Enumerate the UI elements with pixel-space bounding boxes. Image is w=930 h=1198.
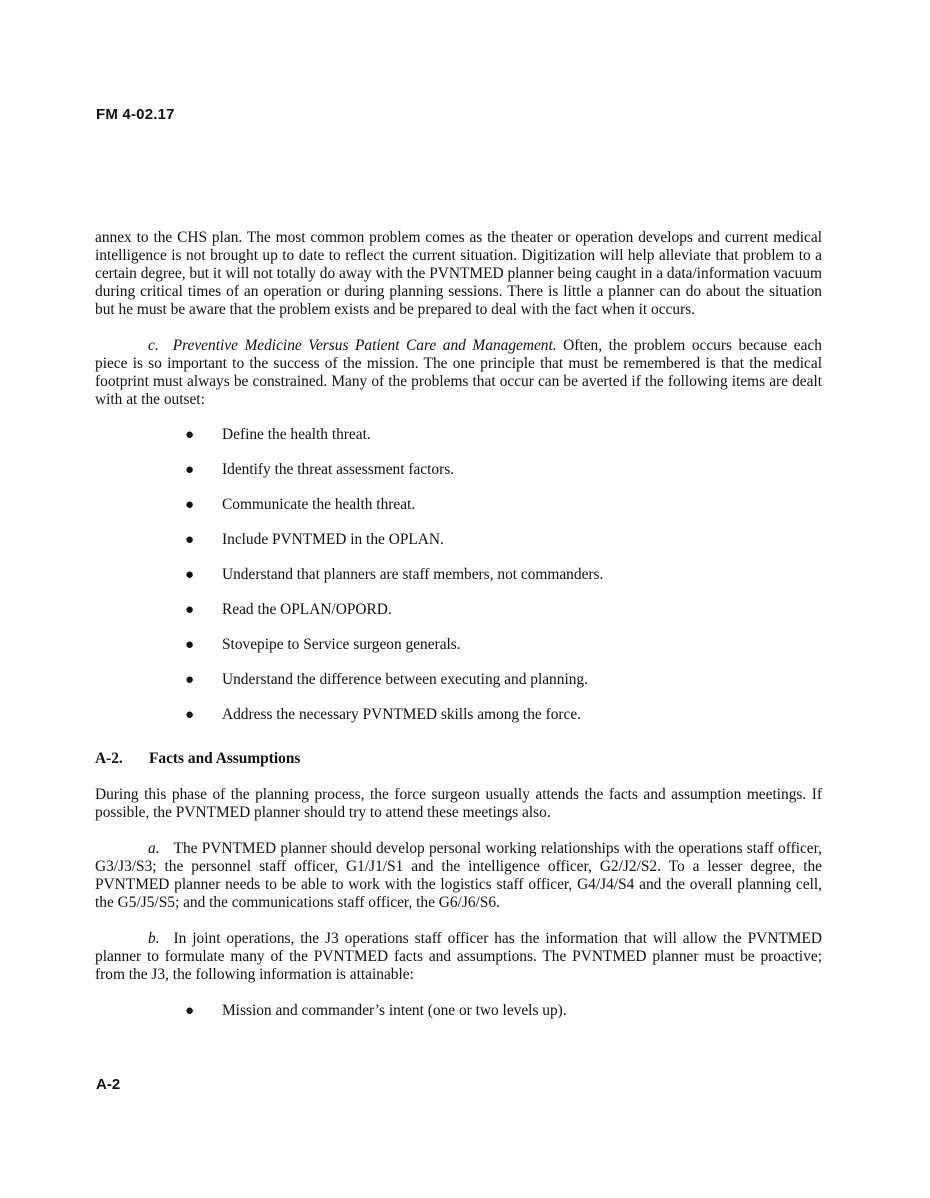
list-item xyxy=(95,1002,822,1037)
bullet-icon: ● xyxy=(185,567,195,583)
paragraph-b-text: In joint operations, the J3 operations staff officer has the information that will allow the PVNTMED planner to formulate many of the PVNTMED facts and assumptions. The PVNTMED planner must be proactive; from the J3, the following information is attainable: xyxy=(95,930,822,983)
bullet-icon: ● xyxy=(185,1003,195,1019)
list-item-text: Include PVNTMED in the OPLAN. xyxy=(222,531,444,548)
bullet-icon: ● xyxy=(185,637,195,653)
list-item xyxy=(95,671,822,706)
document-id: FM 4-02.17 xyxy=(96,106,175,123)
paragraph-b-marker: b. xyxy=(148,930,160,947)
paragraph-c xyxy=(95,337,822,409)
list-item-text: Mission and commander’s intent (one or two levels up). xyxy=(222,1002,567,1019)
list-item-text: Read the OPLAN/OPORD. xyxy=(222,601,392,618)
list-item-text: Communicate the health threat. xyxy=(222,496,416,513)
bullet-icon: ● xyxy=(185,707,195,723)
list-item xyxy=(95,706,822,741)
page-body xyxy=(95,229,822,1037)
paragraph-a-marker: a. xyxy=(148,840,160,857)
list-item-text: Understand that planners are staff members, not commanders. xyxy=(222,566,604,583)
list-item xyxy=(95,461,822,496)
list-item xyxy=(95,601,822,636)
paragraph-b xyxy=(95,930,822,984)
list-item-text: Understand the difference between executing and planning. xyxy=(222,671,588,688)
paragraph-intro: annex to the CHS plan. The most common problem comes as the theater or operation develops and current medical intelligence is not brought up to date to reflect the current situation. Digitization will help alleviate that problem to a certain degree, but it will not totally do away with the PVNTMED planner being caught in a data/information vacuum during critical times of an operation or during planning sessions. There is little a planner can do about the situation but he must be aware that the problem exists and be prepared to deal with the fact when it occurs. xyxy=(95,229,823,318)
bullet-icon: ● xyxy=(185,602,195,618)
paragraph-section-intro: During this phase of the planning process, the force surgeon usually attends the facts and assumption meetings. If possible, the PVNTMED planner should try to attend these meetings also. xyxy=(95,786,822,821)
list-item-text: Identify the threat assessment factors. xyxy=(222,461,455,478)
list-item xyxy=(95,636,822,671)
bullet-icon: ● xyxy=(185,497,195,513)
paragraph-c-marker: c. xyxy=(148,337,159,354)
section-title: Facts and Assumptions xyxy=(149,750,301,767)
bullet-icon: ● xyxy=(185,427,195,443)
paragraph-a xyxy=(95,840,822,912)
bullet-icon: ● xyxy=(185,672,195,688)
bullet-list-c xyxy=(95,426,822,741)
section-number: A-2. xyxy=(95,750,123,767)
list-item xyxy=(95,531,822,566)
bullet-icon: ● xyxy=(185,532,195,548)
list-item xyxy=(95,566,822,601)
paragraph-c-text: Often, the problem occurs because each piece is so important to the success of the mission. The one principle that must be remembered is that the medical footprint must always be constrained. Many of the problems that occur can be averted if the following items are dealt with at the outset: xyxy=(95,337,822,408)
page-number: A-2 xyxy=(96,1076,121,1093)
list-item xyxy=(95,496,822,531)
list-item-text: Define the health threat. xyxy=(222,426,371,443)
section-heading xyxy=(95,750,822,768)
bullet-list-b xyxy=(95,1002,822,1037)
list-item-text: Stovepipe to Service surgeon generals. xyxy=(222,636,461,653)
bullet-icon: ● xyxy=(185,462,195,478)
list-item-text: Address the necessary PVNTMED skills among the force. xyxy=(222,706,582,723)
list-item xyxy=(95,426,822,461)
paragraph-c-title: Preventive Medicine Versus Patient Care and Management. xyxy=(172,337,557,354)
paragraph-a-text: The PVNTMED planner should develop personal working relationships with the operations staff officer, G3/J3/S3; the personnel staff officer, G1/J1/S1 and the intelligence officer, G2/J2/S2. To a lesser degree, the PVNTMED planner needs to be able to work with the logistics staff officer, G4/J4/S4 and the overall planning cell, the G5/J5/S5; and the communications staff officer, the G6/J6/S6. xyxy=(95,840,822,911)
